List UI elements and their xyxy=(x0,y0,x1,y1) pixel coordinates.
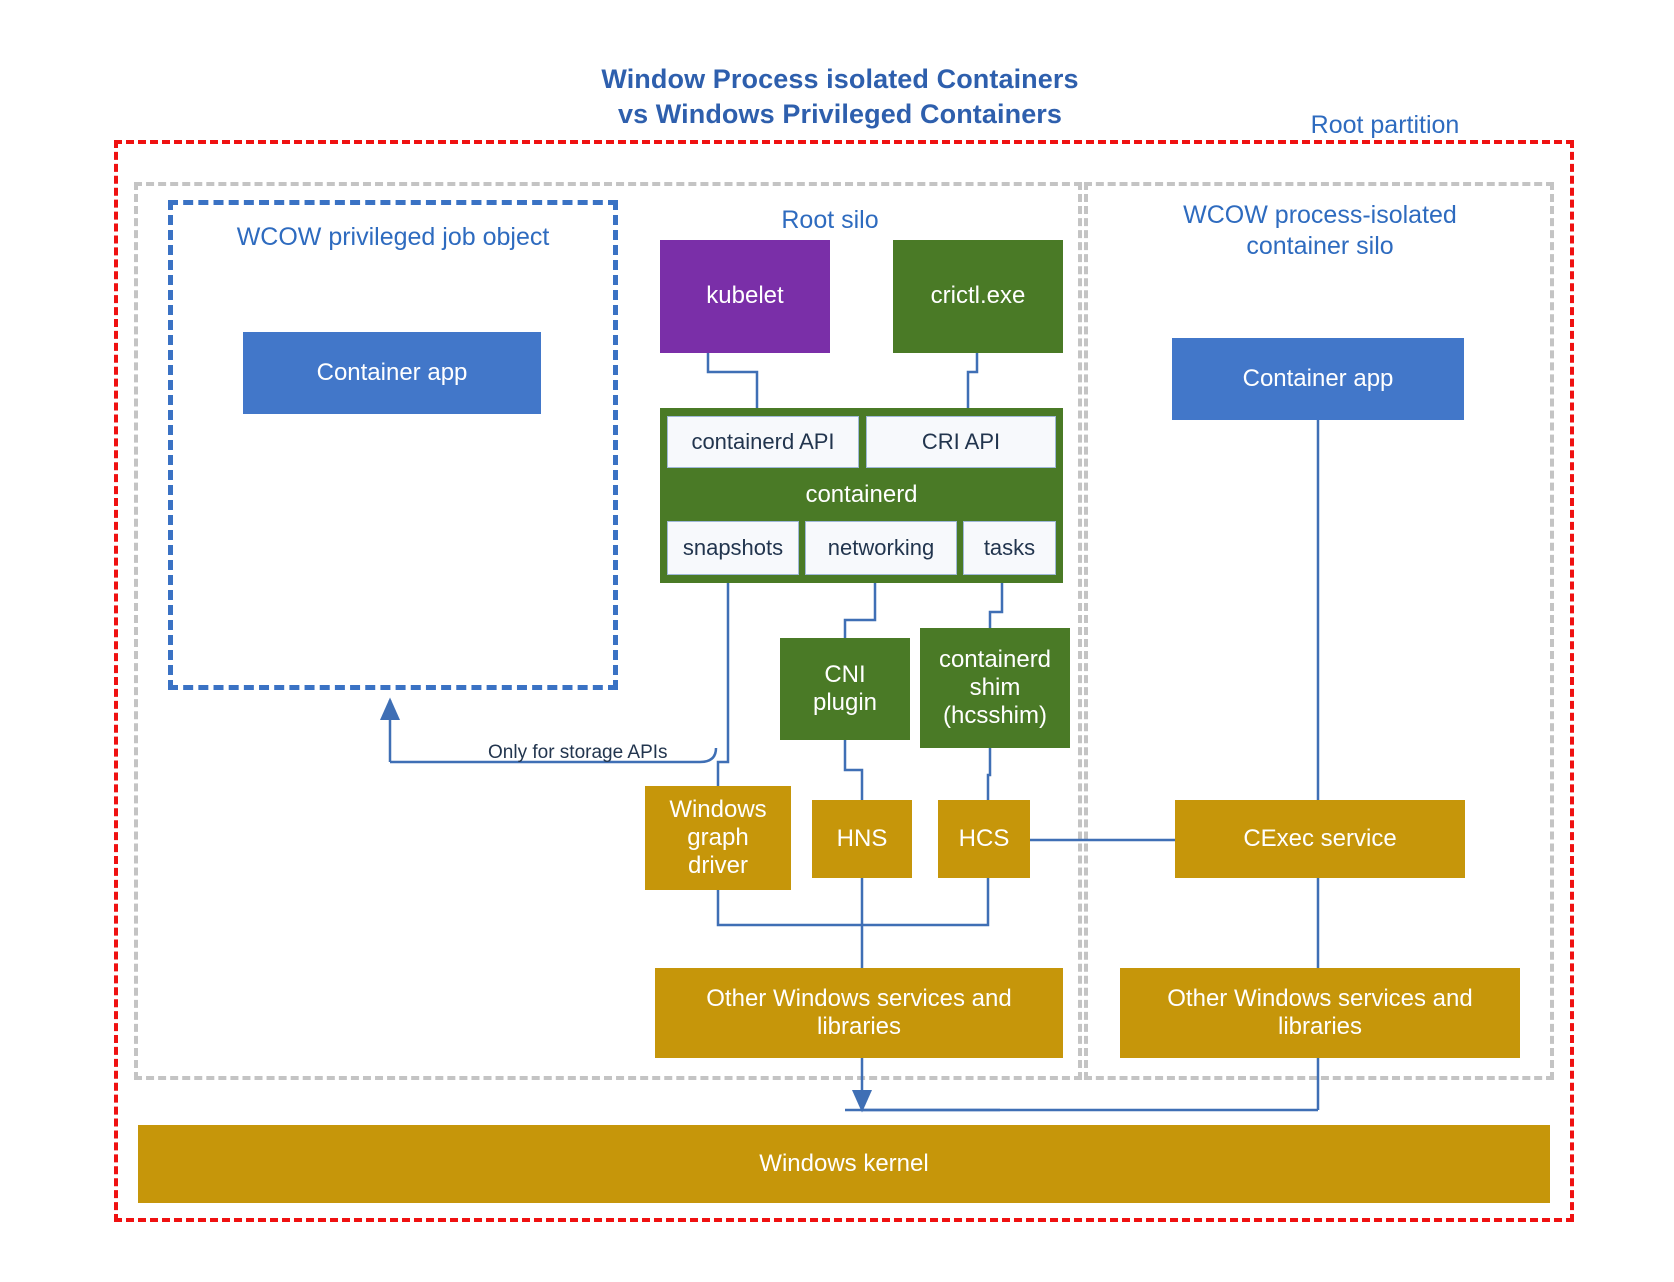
containerd-api-box[interactable]: containerd API xyxy=(667,416,859,468)
privileged-job-object-label: WCOW privileged job object xyxy=(236,223,550,251)
snapshots-box[interactable]: snapshots xyxy=(667,521,799,575)
cni-plugin-line2: plugin xyxy=(812,689,878,716)
other-windows-services-left[interactable] xyxy=(655,968,1063,1058)
tasks-box[interactable]: tasks xyxy=(963,521,1056,575)
containerd-shim-line2: shim xyxy=(969,673,1021,701)
hcs-box[interactable]: HCS xyxy=(938,800,1030,878)
containerd-shim-box[interactable] xyxy=(920,628,1070,748)
cexec-service-box[interactable]: CExec service xyxy=(1175,800,1465,878)
process-isolated-silo-label-line2: container silo xyxy=(1246,232,1394,261)
windows-kernel-box[interactable]: Windows kernel xyxy=(138,1125,1550,1203)
privileged-job-object-boundary xyxy=(168,200,618,690)
graph-driver-line2: graph xyxy=(687,823,749,851)
cni-plugin-box[interactable] xyxy=(780,638,910,740)
container-app-privileged[interactable]: Container app xyxy=(243,332,541,414)
other-services-right-line1: Other Windows services and xyxy=(1167,984,1473,1012)
kubelet-box[interactable]: kubelet xyxy=(660,240,830,353)
graph-driver-line3: driver xyxy=(687,852,748,880)
containerd-label: containerd xyxy=(805,481,918,509)
cri-api-box[interactable]: CRI API xyxy=(866,416,1056,468)
cni-plugin-line1: CNI xyxy=(824,660,866,688)
other-services-left-line1: Other Windows services and xyxy=(706,984,1012,1012)
diagram-title xyxy=(420,62,1260,131)
graph-driver-line1: Windows xyxy=(669,795,767,823)
windows-graph-driver-box[interactable] xyxy=(645,786,791,890)
container-app-process-isolated[interactable]: Container app xyxy=(1172,338,1464,420)
containerd-shim-line3: (hcsshim) xyxy=(942,702,1047,730)
diagram-title-line1: Window Process isolated Containers xyxy=(601,64,1079,94)
process-isolated-silo-boundary xyxy=(1084,182,1554,1080)
process-isolated-silo-label xyxy=(1110,200,1530,263)
storage-apis-annotation: Only for storage APIs xyxy=(488,742,668,763)
process-isolated-silo-label-line1: WCOW process-isolated xyxy=(1183,201,1457,229)
other-windows-services-right[interactable] xyxy=(1120,968,1520,1058)
root-partition-label: Root partition xyxy=(1310,111,1460,139)
other-services-left-line2: libraries xyxy=(816,1013,902,1040)
hns-box[interactable]: HNS xyxy=(812,800,912,878)
other-services-right-line2: libraries xyxy=(1277,1013,1363,1040)
root-silo-label: Root silo xyxy=(781,206,879,234)
containerd-shim-line1: containerd xyxy=(938,645,1052,673)
networking-box[interactable]: networking xyxy=(805,521,957,575)
diagram-title-line2: vs Windows Privileged Containers xyxy=(617,98,1063,129)
crictl-box[interactable]: crictl.exe xyxy=(893,240,1063,353)
